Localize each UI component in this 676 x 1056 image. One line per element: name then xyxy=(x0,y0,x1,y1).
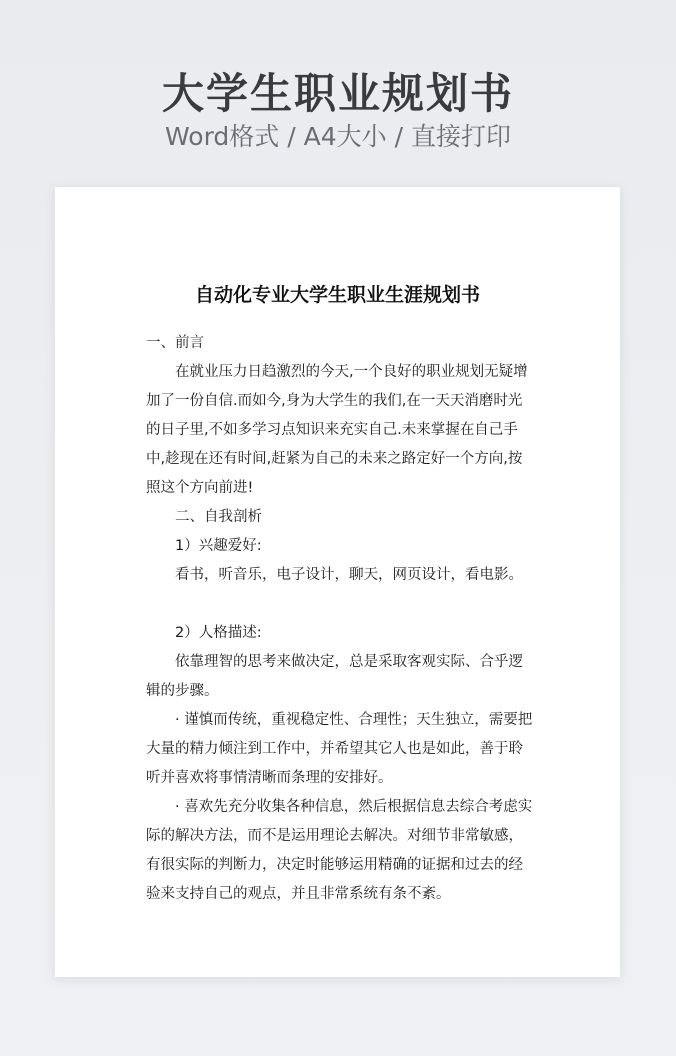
subheading-interests: 1）兴趣爱好: xyxy=(175,538,262,554)
interests-paragraph: 看书，听音乐，电子设计，聊天，网页设计，看电影。 xyxy=(175,567,523,583)
preface-paragraph: 在就业压力日趋激烈的今天,一个良好的职业规划无疑增加了一份自信.而如今,身为大学生的我们,在一天天消磨时光的日子里,不如多学习点知识来充实自己.未来掌握在自己手中,趁现在还有时间,赶紧为自己的未来之路定好一个方向,按照这个方向前进! xyxy=(146,364,528,496)
banner-subtitle: Word格式 / A4大小 / 直接打印 xyxy=(165,122,511,151)
blank-line xyxy=(146,590,536,619)
personality-bullet-2: · 喜欢先充分收集各种信息，然后根据信息去综合考虑实际的解决方法，而不是运用理论去解决。对细节非常敏感，有很实际的判断力，决定时能够运用精确的证据和过去的经验来支持自己的观点，并且非常系统有条不紊。 xyxy=(146,799,533,902)
document-body xyxy=(146,329,536,909)
document-title: 自动化专业大学生职业生涯规划书 xyxy=(194,284,480,306)
section-heading-preface: 一、前言 xyxy=(146,335,204,351)
personality-bullet-1: · 谨慎而传统，重视稳定性、合理性；天生独立，需要把大量的精力倾注到工作中，并希望其它人也是如此，善于聆听并喜欢将事情清晰而条理的安排好。 xyxy=(146,712,533,786)
banner-title: 大学生职业规划书 xyxy=(161,69,514,118)
document-page xyxy=(55,187,620,977)
section-heading-self-analysis: 二、自我剖析 xyxy=(175,509,262,525)
subheading-personality: 2）人格描述: xyxy=(175,625,262,641)
personality-paragraph: 依靠理智的思考来做决定，总是采取客观实际、合乎逻辑的步骤。 xyxy=(146,654,523,699)
